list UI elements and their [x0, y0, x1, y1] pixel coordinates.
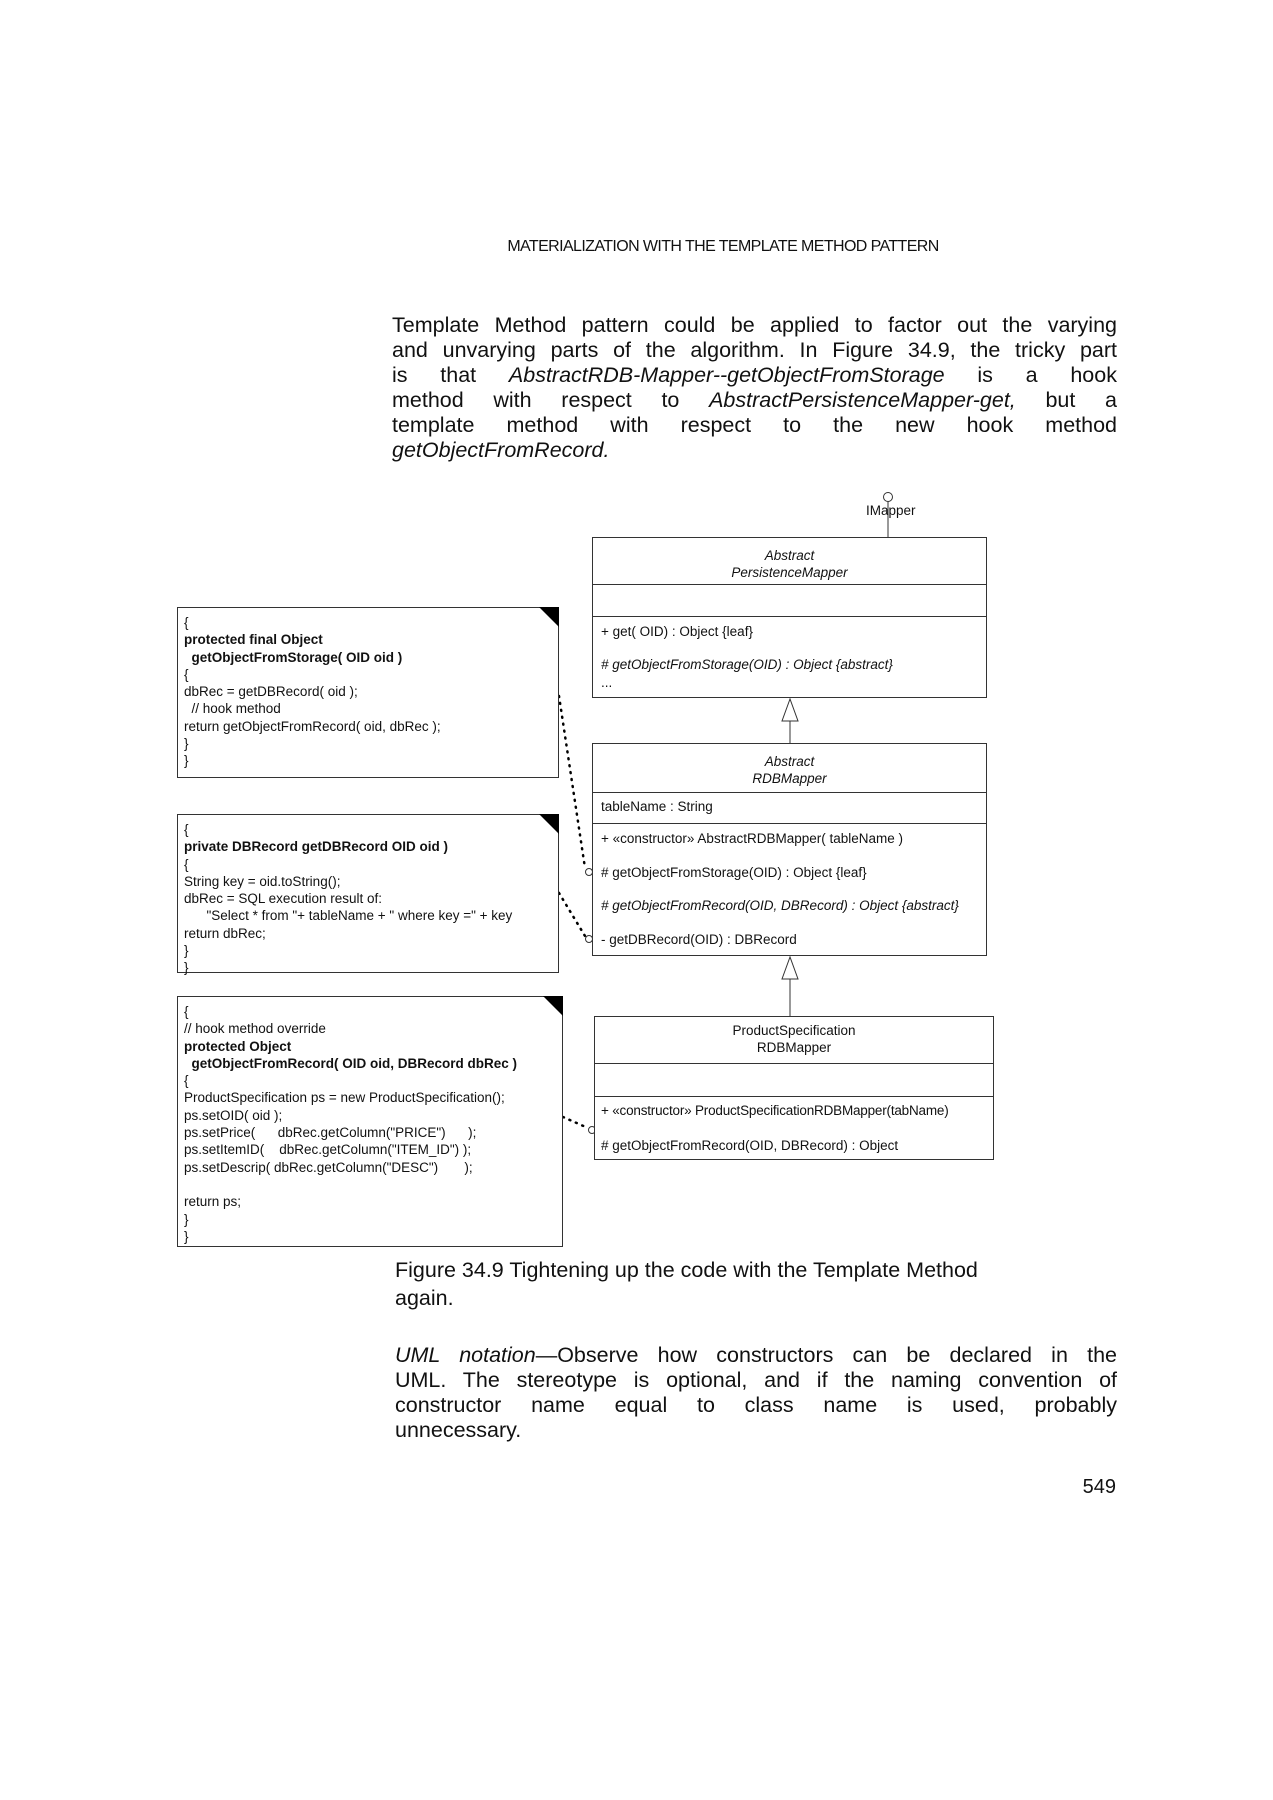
text-line: Template Method pattern could be applied to factor out the varying — [392, 313, 1117, 337]
text-line: Figure 34.9 Tightening up the code with the Template Method — [395, 1258, 978, 1282]
code-line: getObjectFromStorage( OID oid ) — [184, 649, 403, 665]
code-line: { — [184, 1073, 189, 1089]
code-line: } — [184, 943, 189, 959]
class-name — [595, 1022, 993, 1056]
class-name — [593, 547, 986, 581]
class-name-line: Abstract — [764, 548, 815, 563]
text-line: constructor name equal to class name is used, probably — [395, 1393, 1117, 1417]
text: method with respect to — [392, 388, 680, 412]
divider — [593, 823, 986, 824]
code-line: dbRec = SQL execution result of: — [184, 891, 382, 907]
code-line: { — [184, 615, 189, 630]
class-name-line: ProductSpecification — [732, 1023, 856, 1038]
operation: + «constructor» AbstractRDBMapper( tableName ) — [601, 831, 904, 846]
text-line: and unvarying parts of the algorithm. In Figure 34.9, the tricky part — [392, 338, 1117, 362]
code-line: String key = oid.toString(); — [184, 873, 341, 889]
text-line: unnecessary. — [395, 1418, 522, 1442]
code-line: ps.setDescrip( dbRec.getColumn("DESC") ); — [184, 1159, 473, 1175]
code-line: { — [184, 856, 189, 872]
divider — [595, 1096, 993, 1097]
uml-notation-paragraph — [395, 1343, 1117, 1443]
page-number: 549 — [1082, 1476, 1116, 1498]
code-line: ProductSpecification ps = new ProductSpecification(); — [184, 1090, 505, 1106]
code-line: { — [184, 666, 189, 682]
operation: - getDBRecord(OID) : DBRecord — [601, 932, 797, 947]
text-line: again. — [395, 1286, 454, 1310]
code-line: protected Object — [184, 1038, 292, 1054]
operation: + get( OID) : Object {leaf} — [601, 624, 753, 639]
code-line: } — [184, 960, 189, 976]
class-abstract-persistence-mapper — [592, 537, 987, 698]
note-fold-icon — [539, 607, 559, 627]
text-line: template method with respect to the new hook method — [392, 413, 1117, 437]
class-abstract-rdb-mapper — [592, 743, 987, 956]
interface-lollipop-icon — [884, 493, 893, 502]
code-line: } — [184, 1228, 189, 1244]
operation: # getObjectFromRecord(OID, DBRecord) : Object {abstract} — [601, 898, 959, 913]
operation: # getObjectFromStorage(OID) : Object {leaf} — [601, 865, 867, 880]
operation: # getObjectFromRecord(OID, DBRecord) : Object — [601, 1138, 899, 1153]
code-line: { — [184, 1004, 189, 1019]
text-line: getObjectFromRecord. — [392, 438, 610, 462]
interface-label: IMapper — [866, 503, 916, 518]
note-connector — [563, 1117, 588, 1128]
generalization-arrow-icon — [782, 699, 798, 721]
italic-text: AbstractPersistenceMapper-get, — [709, 388, 1016, 412]
class-name-line: RDBMapper — [752, 771, 827, 786]
italic-text: UML notation — [395, 1343, 536, 1367]
code-line: private DBRecord getDBRecord OID oid ) — [184, 839, 449, 855]
code-line: } — [184, 753, 189, 769]
code-line: return dbRec; — [184, 925, 266, 941]
code-line: "Select * from "+ tableName + " where key =" + key — [184, 908, 513, 924]
attribute: tableName : String — [601, 799, 713, 814]
running-header: MATERIALIZATION WITH THE TEMPLATE METHOD PATTERN — [507, 238, 939, 255]
code-line: } — [184, 736, 189, 752]
operation: ... — [601, 675, 613, 690]
class-name-line: RDBMapper — [756, 1040, 832, 1055]
code-line: return getObjectFromRecord( oid, dbRec ); — [184, 718, 441, 734]
note-connector — [559, 893, 585, 936]
note-connector — [559, 696, 585, 868]
code-line: ps.setOID( oid ); — [184, 1107, 283, 1123]
code-line: // hook method override — [184, 1021, 326, 1037]
generalization-arrow-icon — [782, 957, 798, 979]
note-fold-icon — [543, 996, 563, 1016]
code-line: ps.setPrice( dbRec.getColumn("PRICE") ); — [184, 1125, 477, 1141]
code-line: protected final Object — [184, 632, 323, 648]
code-line: { — [184, 822, 189, 837]
operation: # getObjectFromStorage(OID) : Object {abstract} — [601, 657, 893, 672]
class-product-specification-rdb-mapper — [594, 1016, 994, 1160]
code-line: // hook method — [184, 701, 281, 717]
code-line — [184, 1176, 562, 1193]
code-note-get-object-from-storage — [177, 607, 559, 778]
class-name-line: PersistenceMapper — [731, 565, 848, 580]
code-line: getObjectFromRecord( OID oid, DBRecord dbRec ) — [184, 1055, 518, 1071]
code-line: return ps; — [184, 1194, 242, 1210]
code-line: } — [184, 1211, 189, 1227]
text: is a hook — [977, 363, 1117, 387]
divider — [593, 584, 986, 585]
text: but a — [1045, 388, 1117, 412]
text-line — [395, 1343, 1117, 1368]
class-name-line: Abstract — [764, 754, 815, 769]
text: —Observe how constructors can be declared in the — [535, 1343, 1117, 1367]
code-line: ps.setItemID( dbRec.getColumn("ITEM_ID") ); — [184, 1142, 472, 1158]
text-line: UML. The stereotype is optional, and if the naming convention of — [395, 1368, 1117, 1392]
italic-text: AbstractRDB-Mapper--getObjectFromStorage — [508, 363, 945, 387]
divider — [593, 616, 986, 617]
note-fold-icon — [539, 814, 559, 834]
figure-caption — [395, 1258, 1095, 1311]
code-line: dbRec = getDBRecord( oid ); — [184, 684, 358, 700]
text: is that — [392, 363, 477, 387]
code-note-get-object-from-record — [177, 996, 563, 1247]
code-note-get-db-record — [177, 814, 559, 976]
divider — [593, 792, 986, 793]
operation: + «constructor» ProductSpecificationRDBMapper(tabName) — [601, 1103, 949, 1118]
divider — [595, 1063, 993, 1064]
class-name — [593, 753, 986, 787]
